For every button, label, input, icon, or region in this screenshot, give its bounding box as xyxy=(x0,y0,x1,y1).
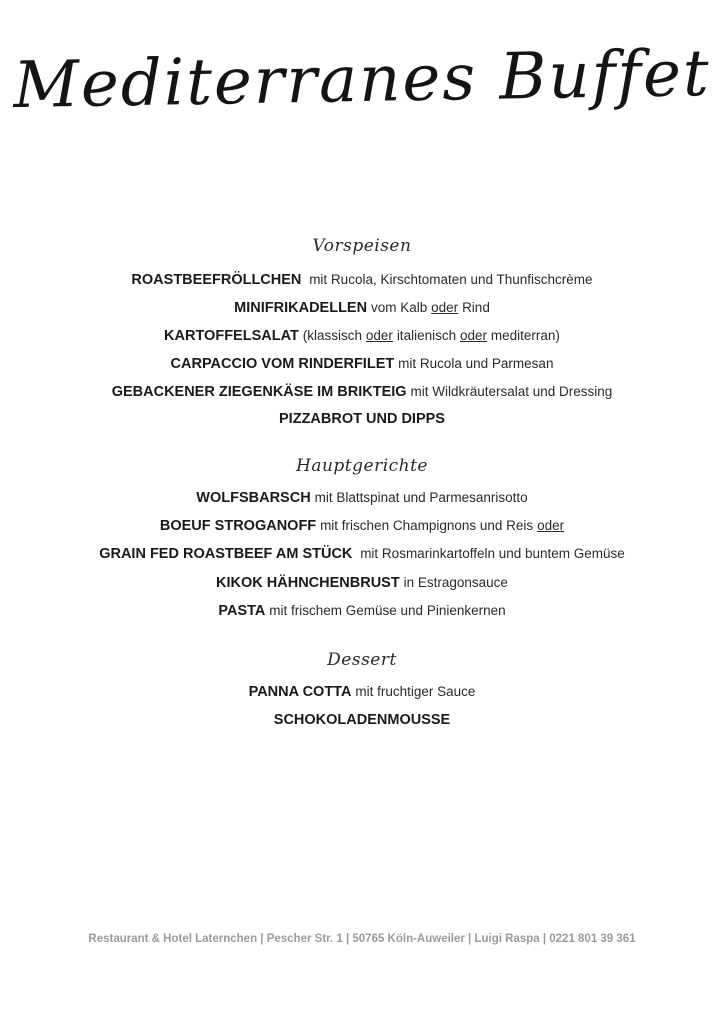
menu-item xyxy=(0,489,724,506)
menu-item xyxy=(0,299,724,316)
menu-item xyxy=(0,545,724,562)
dish-name: PANNA COTTA xyxy=(248,684,352,700)
dish-name: WOLFSBARSCH xyxy=(196,490,311,506)
dish-description: mit fruchtiger Sauce xyxy=(355,684,476,699)
or-connector: oder xyxy=(365,328,393,343)
section-heading-dessert: Dessert xyxy=(327,650,397,670)
footer-contact: Restaurant & Hotel Laternchen | Pescher Str. 1 | 50765 Köln-Auweiler | Luigi Raspa | 0221 801 39 361 xyxy=(88,933,636,945)
dish-description: Rind xyxy=(462,300,490,315)
or-connector: oder xyxy=(459,328,488,343)
section-heading-vorspeisen: Vorspeisen xyxy=(312,236,412,256)
dish-name: KARTOFFELSALAT xyxy=(164,328,299,344)
dish-description: in Estragonsauce xyxy=(403,575,508,590)
menu-item xyxy=(0,355,724,372)
dish-description: mit frischen Champignons und Reis xyxy=(320,518,534,533)
dish-description: mit Rucola und Parmesan xyxy=(398,356,554,371)
or-connector: oder xyxy=(537,518,565,533)
dish-name: PASTA xyxy=(218,603,266,619)
menu-item xyxy=(0,410,724,427)
dish-name: SCHOKOLADENMOUSSE xyxy=(273,712,451,728)
dish-name: ROASTBEEFRÖLLCHEN xyxy=(131,272,302,288)
page-title: Mediterranes Buffet xyxy=(12,36,712,124)
dish-name: KIKOK HÄHNCHENBRUST xyxy=(216,575,400,591)
dish-description: mit Wildkräutersalat und Dressing xyxy=(410,384,613,399)
dish-description: mit Rucola, Kirschtomaten und Thunfischcrème xyxy=(309,272,593,287)
dish-name: CARPACCIO VOM RINDERFILET xyxy=(170,356,395,372)
menu-item xyxy=(0,711,724,728)
menu-item xyxy=(0,327,724,344)
dish-description: mit Rosmarinkartoffeln und buntem Gemüse xyxy=(360,546,625,561)
section-heading-hauptgerichte: Hauptgerichte xyxy=(296,456,428,476)
dish-description: (klassisch xyxy=(302,328,362,343)
dish-name: BOEUF STROGANOFF xyxy=(159,518,317,534)
dish-name: GRAIN FED ROASTBEEF AM STÜCK xyxy=(99,546,353,562)
dish-description: vom Kalb xyxy=(370,300,428,315)
menu-item xyxy=(0,517,724,534)
menu-item xyxy=(0,383,724,400)
dish-description: mit Blattspinat und Parmesanrisotto xyxy=(314,490,528,505)
menu-item xyxy=(0,602,724,619)
menu-item xyxy=(0,574,724,591)
or-connector: oder xyxy=(431,300,459,315)
dish-description: mediterran) xyxy=(490,328,560,343)
dish-name: PIZZABROT UND DIPPS xyxy=(279,411,445,427)
menu-item xyxy=(0,271,724,288)
menu-item xyxy=(0,683,724,700)
dish-description: italienisch xyxy=(396,328,457,343)
dish-name: MINIFRIKADELLEN xyxy=(234,300,368,316)
dish-name: GEBACKENER ZIEGENKÄSE IM BRIKTEIG xyxy=(111,384,407,400)
dish-description: mit frischem Gemüse und Pinienkernen xyxy=(269,603,506,618)
